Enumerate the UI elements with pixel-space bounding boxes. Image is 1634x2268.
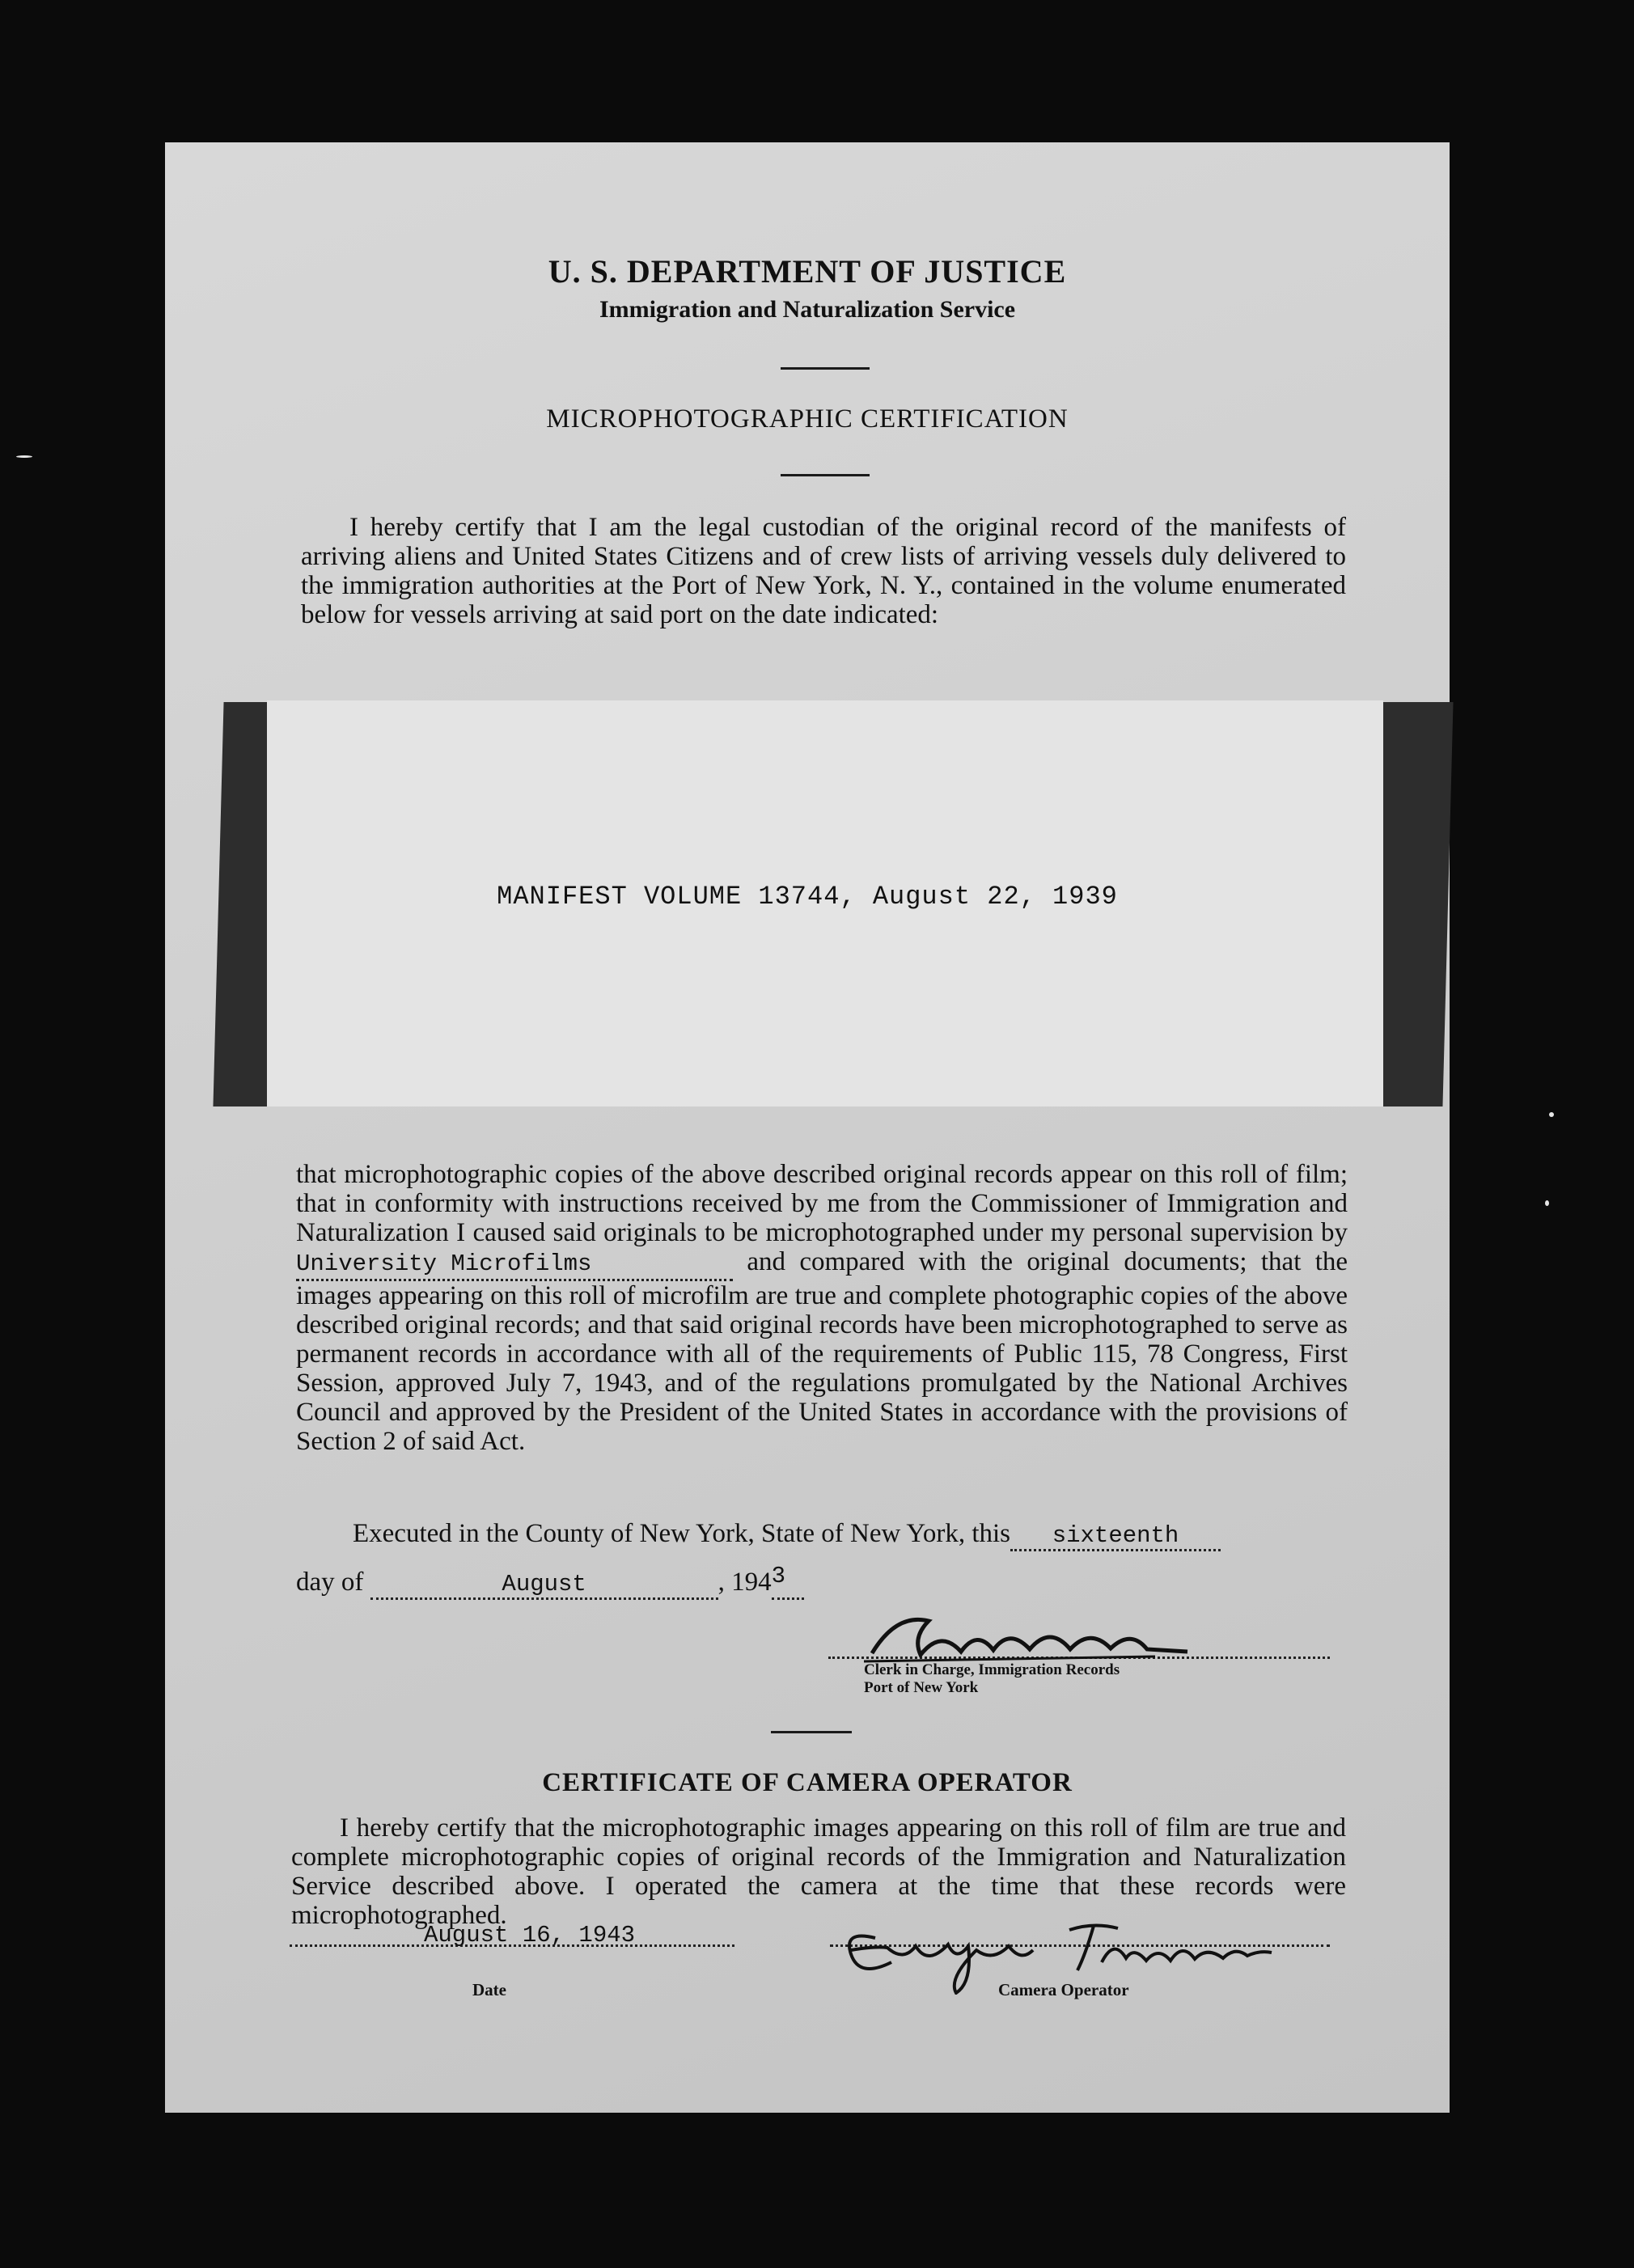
day-ordinal-field bbox=[1010, 1519, 1221, 1551]
clerk-title-line1: Clerk in Charge, Immigration Records bbox=[864, 1661, 1120, 1678]
service-subtitle: Immigration and Naturalization Service bbox=[599, 296, 1016, 323]
clerk-caption bbox=[864, 1661, 1120, 1697]
year-suffix-field bbox=[771, 1563, 804, 1600]
certification-body bbox=[296, 1160, 1348, 1456]
divider-rule bbox=[781, 474, 870, 476]
certificate-date: August 16, 1943 bbox=[424, 1922, 636, 1949]
intro-paragraph: I hereby certify that I am the legal custodian of the original record of the manifests of arriving aliens and United States Citizens and of crew lists of arriving vessels duly delivered to the immigration authorities at the Port of New York, N. Y., contained in the volume enumerated below for vessels arriving at said port on the date indicated: bbox=[301, 513, 1346, 629]
operator-caption: Camera Operator bbox=[998, 1980, 1129, 1999]
film-speck bbox=[1545, 1200, 1549, 1206]
date-line: day of August , 1943 bbox=[296, 1568, 804, 1600]
month-value: August bbox=[502, 1571, 586, 1597]
clerk-title-line2: Port of New York bbox=[864, 1679, 979, 1696]
certificate-sheet bbox=[165, 142, 1450, 2113]
day-of-label: day of bbox=[296, 1568, 364, 1597]
day-ordinal: sixteenth bbox=[1052, 1522, 1179, 1549]
body-text-part1: that microphotographic copies of the above described original records appear on this roll of film; that in conformity with instructions received by me from the Commissioner of Immigration and Naturalization I caused said originals to be microphotographed under my personal supervision by bbox=[296, 1160, 1348, 1247]
body-text-part2: and compared with the original documents; that the images appearing on this roll of microfilm are true and complete photographic copies of the above described original records; and that said original records have been microphotographed to serve as permanent records in accordance with all of the requirements of Public 115, 78 Congress, First Session, approved July 7, 1943, and of the regulations promulgated by the National Archives Council and approved by the President of the United States in accordance with the provisions of Section 2 of said Act. bbox=[296, 1247, 1348, 1456]
vendor-field bbox=[296, 1247, 733, 1281]
date-caption: Date bbox=[472, 1980, 506, 1999]
divider-rule bbox=[781, 367, 870, 370]
film-speck bbox=[16, 455, 32, 458]
execution-text: Executed in the County of New York, State of New York, this bbox=[353, 1519, 1011, 1548]
execution-line bbox=[353, 1519, 1221, 1551]
vendor-name: University Microfilms bbox=[296, 1250, 592, 1277]
manifest-volume-label: MANIFEST VOLUME 13744, August 22, 1939 bbox=[497, 882, 1118, 912]
month-field bbox=[370, 1568, 718, 1600]
operator-certificate-text: I hereby certify that the microphotographic images appearing on this roll of film are true and complete microphotographic copies of original records of the Immigration and Naturalization Service described above. I operated the camera at the time that these records were microphotographed. bbox=[291, 1813, 1346, 1930]
operator-certificate-title: CERTIFICATE OF CAMERA OPERATOR bbox=[542, 1768, 1073, 1797]
clerk-signature bbox=[864, 1605, 1204, 1669]
department-title: U. S. DEPARTMENT OF JUSTICE bbox=[548, 253, 1067, 290]
year-prefix: 194 bbox=[731, 1568, 772, 1597]
year-suffix: 3 bbox=[771, 1563, 786, 1589]
certification-title: MICROPHOTOGRAPHIC CERTIFICATION bbox=[546, 404, 1069, 434]
divider-rule bbox=[771, 1731, 852, 1733]
film-speck bbox=[1549, 1112, 1554, 1117]
